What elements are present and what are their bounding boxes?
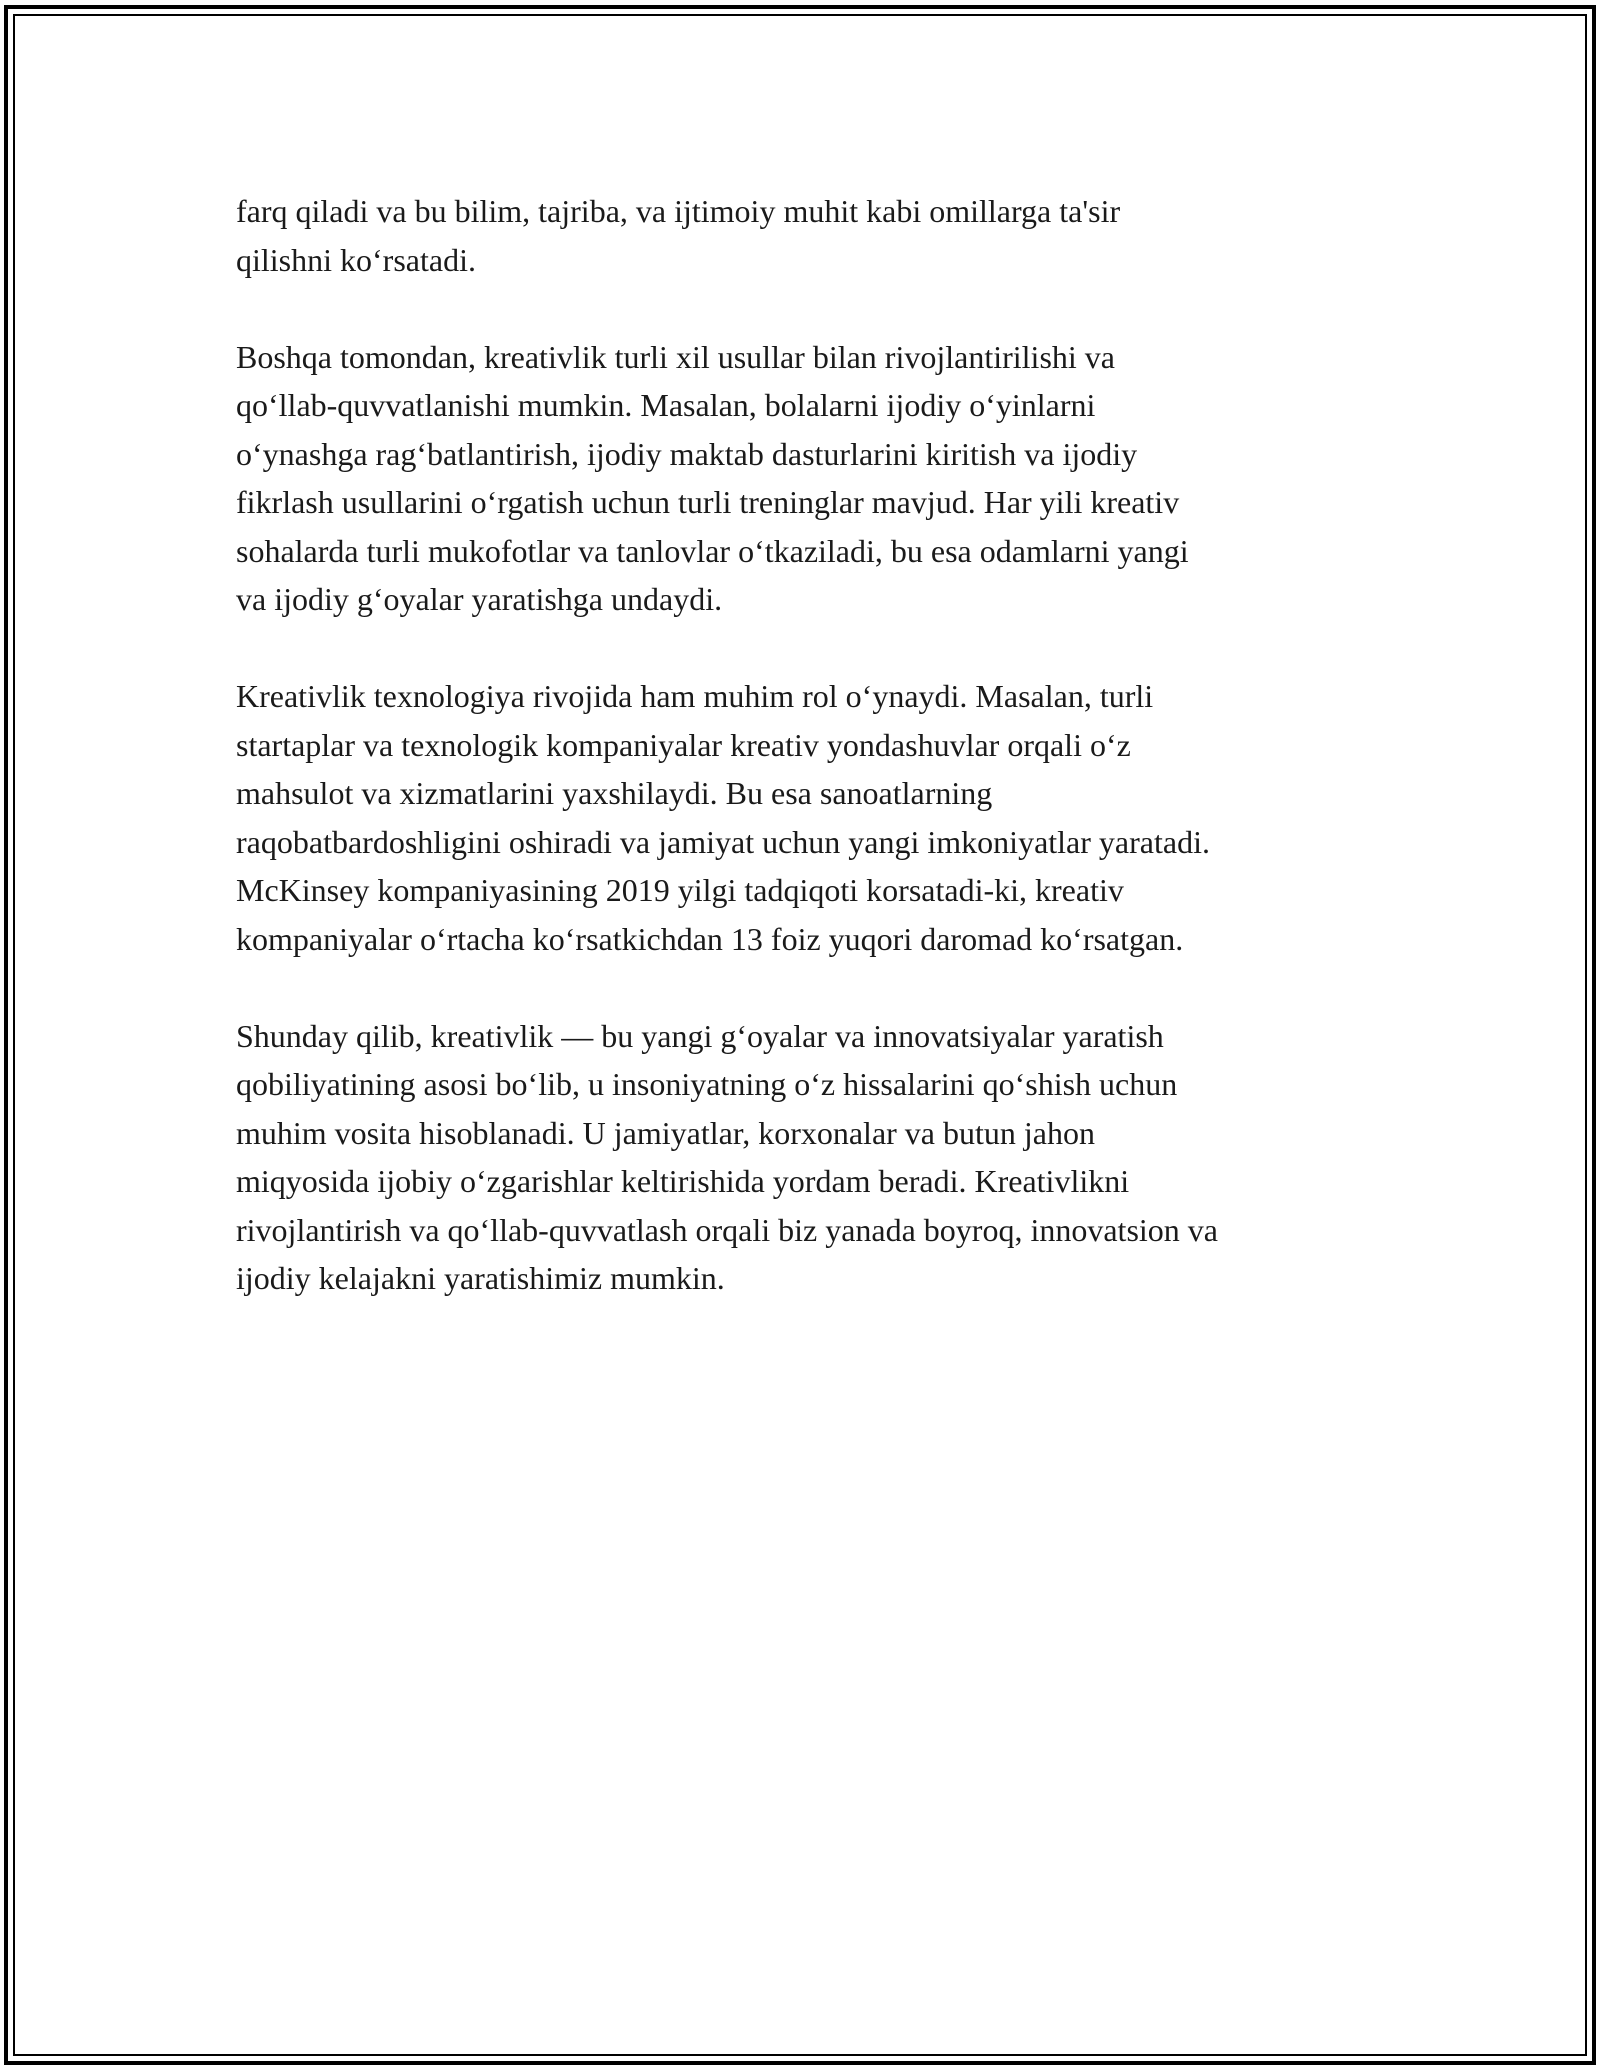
paragraph-4: Shunday qilib, kreativlik — bu yangi g‘oyalar va innovatsiyalar yaratish qobiliyatining asosi bo‘lib, u insoniyatning o‘z hissalarini qo‘shish uchun muhim vosita hisoblanadi. U jamiyatlar, korxonalar va butun jahon miqyosida ijobiy o‘zgarishlar keltirishida yordam beradi. Kreativlikni rivojlantirish va qo‘llab-quvvatlash orqali biz yanada boyroq, innovatsion va ijodiy kelajakni yaratishimiz mumkin.	[236, 1017, 1218, 1296]
paragraph-2: Boshqa tomondan, kreativlik turli xil usullar bilan rivojlantirilishi va qo‘llab-quvvatlanishi mumkin. Masalan, bolalarni ijodiy o‘yinlarni o‘ynashga rag‘batlantirish, ijodiy maktab dasturlarini kiritish va ijodiy fikrlash usullarini o‘rgatish uchun turli treninglar mavjud. Har yili kreativ sohalarda turli mukofotlar va tanlovlar o‘tkaziladi, bu esa odamlarni yangi va ijodiy g‘oyalar yaratishga undaydi.	[236, 338, 1189, 617]
paragraph-3: Kreativlik texnologiya rivojida ham muhim rol o‘ynaydi. Masalan, turli startaplar va texnologik kompaniyalar kreativ yondashuvlar orqali o‘z mahsulot va xizmatlarini yaxshilaydi. Bu esa sanoatlarning raqobatbardoshligini oshiradi va jamiyat uchun yangi imkoniyatlar yaratadi. McKinsey kompaniyasining 2019 yilgi tadqiqoti korsatadi-ki, kreativ kompaniyalar o‘rtacha ko‘rsatkichdan 13 foiz yuqori daromad ko‘rsatgan.	[236, 678, 1210, 957]
document-body	[236, 187, 1396, 1351]
paragraph-1: farq qiladi va bu bilim, tajriba, va ijtimoiy muhit kabi omillarga ta'sir qilishni ko‘rsatadi.	[236, 193, 1121, 278]
